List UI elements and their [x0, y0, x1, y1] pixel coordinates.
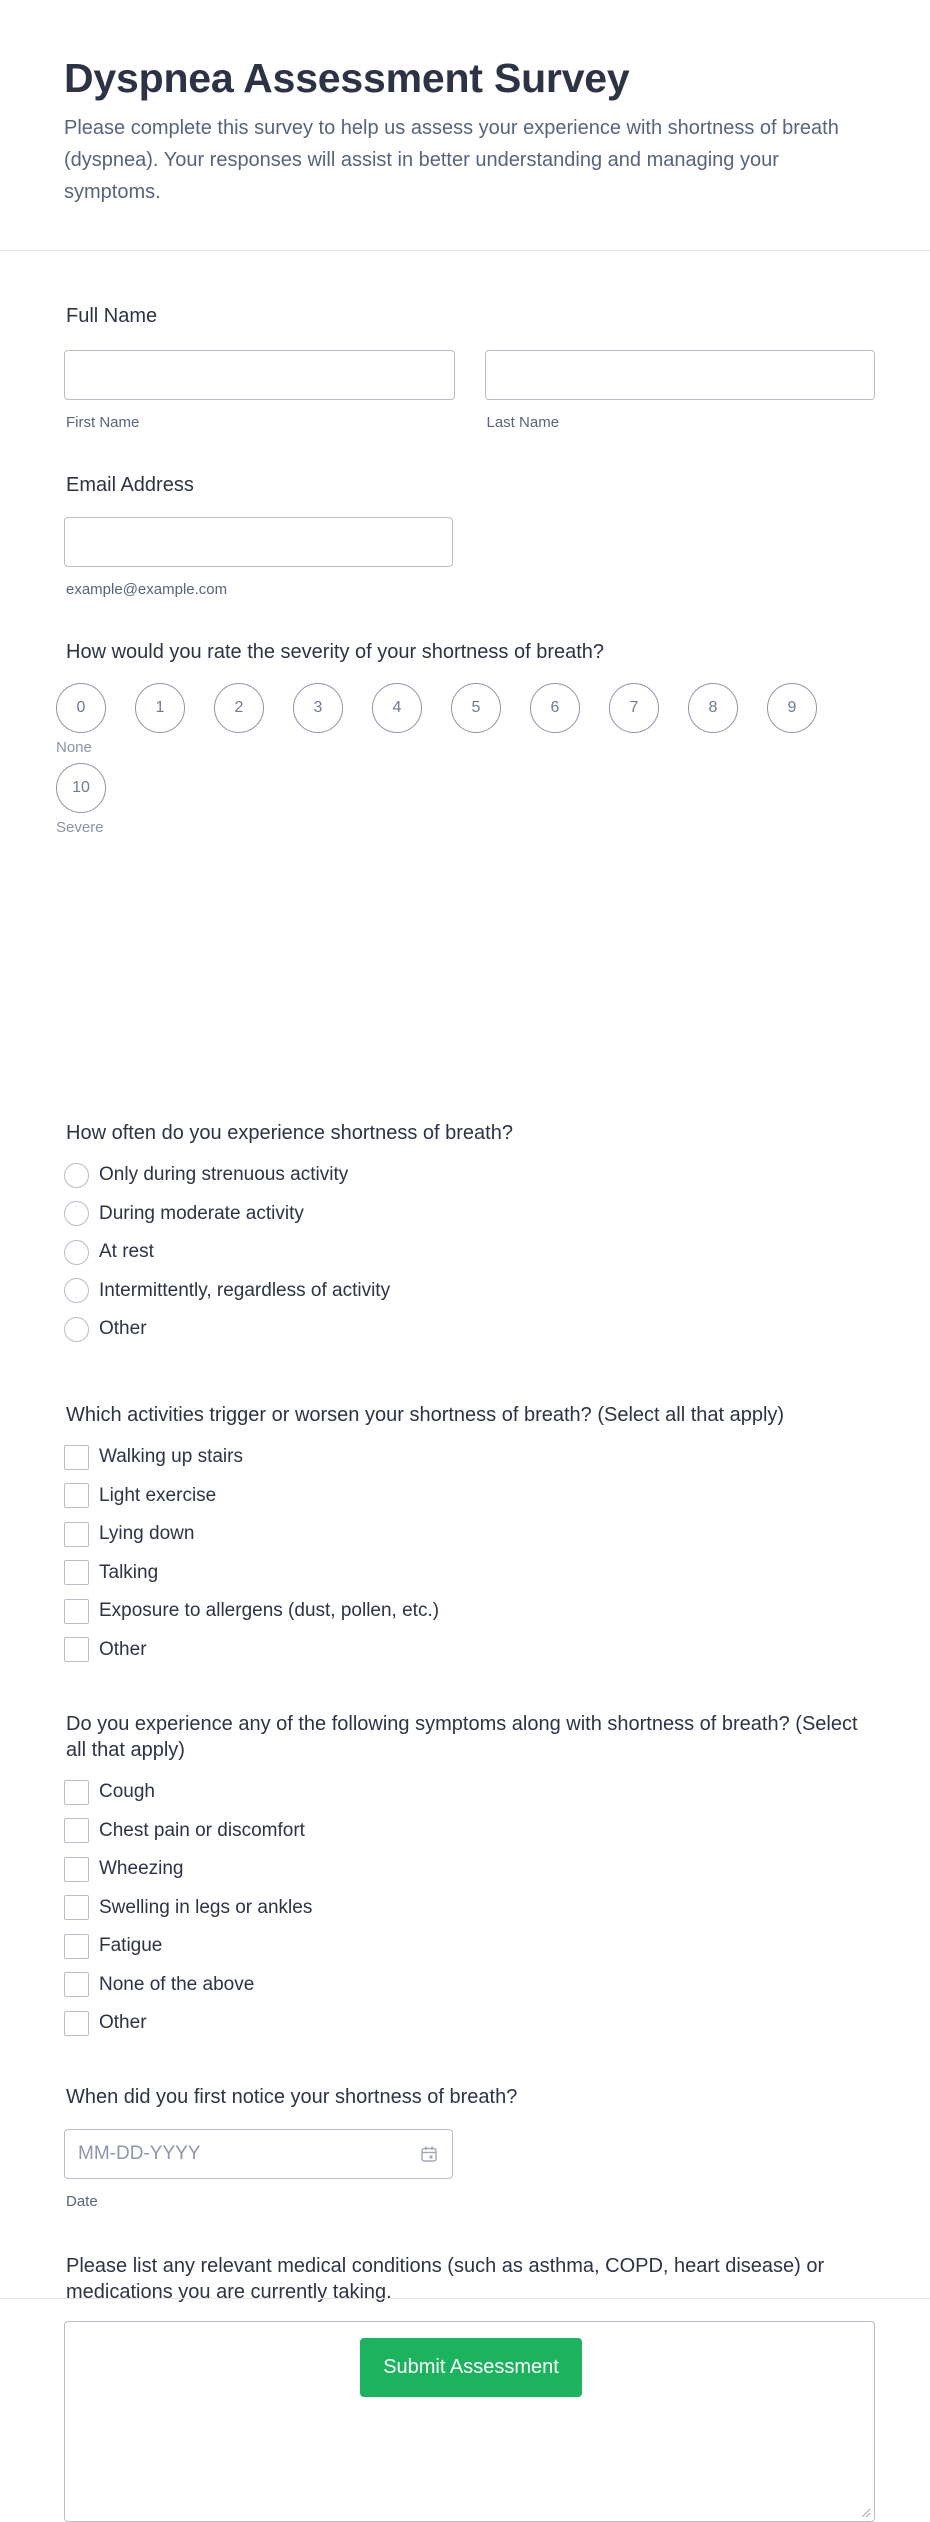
symptoms-option-label: Chest pain or discomfort	[99, 1819, 305, 1841]
severity-option[interactable]	[688, 683, 767, 759]
triggers-field	[64, 1402, 875, 1669]
severity-option-circle[interactable]: 7	[609, 683, 659, 733]
symptoms-option[interactable]	[64, 1889, 875, 1928]
triggers-label: Which activities trigger or worsen your shortness of breath? (Select all that apply)	[66, 1404, 785, 1426]
calendar-icon[interactable]	[420, 2145, 438, 2163]
checkbox[interactable]	[64, 1522, 89, 1547]
severity-field	[56, 639, 875, 839]
email-input[interactable]	[64, 517, 453, 567]
frequency-option[interactable]	[64, 1272, 875, 1311]
triggers-option[interactable]	[64, 1631, 875, 1670]
frequency-option-label: Only during strenuous activity	[99, 1164, 349, 1186]
frequency-option-label: Other	[99, 1318, 147, 1340]
first-name-input[interactable]	[64, 350, 455, 400]
radio-button[interactable]	[64, 1163, 89, 1188]
severity-option[interactable]	[135, 683, 214, 759]
page-title: Dyspnea Assessment Survey	[64, 55, 630, 101]
severity-option-circle[interactable]: 4	[372, 683, 422, 733]
symptoms-field	[64, 1711, 875, 2043]
severity-scale	[56, 683, 876, 839]
first-name-sublabel: First Name	[66, 414, 140, 431]
triggers-option-label: Walking up stairs	[99, 1446, 243, 1468]
severity-option-circle[interactable]: 8	[688, 683, 738, 733]
severity-option[interactable]	[56, 763, 135, 839]
checkbox[interactable]	[64, 1560, 89, 1585]
form-footer	[0, 2298, 930, 2446]
onset-date-input[interactable]	[64, 2129, 453, 2179]
symptoms-option[interactable]	[64, 2004, 875, 2043]
checkbox[interactable]	[64, 1934, 89, 1959]
severity-option[interactable]	[767, 683, 846, 759]
frequency-option[interactable]	[64, 1156, 875, 1195]
severity-option-circle[interactable]: 0	[56, 683, 106, 733]
checkbox[interactable]	[64, 1818, 89, 1843]
triggers-option[interactable]	[64, 1438, 875, 1477]
checkbox[interactable]	[64, 1483, 89, 1508]
severity-option-circle[interactable]: 2	[214, 683, 264, 733]
severity-min-caption: None	[56, 739, 92, 756]
triggers-option[interactable]	[64, 1592, 875, 1631]
symptoms-option[interactable]	[64, 1850, 875, 1889]
severity-option[interactable]	[214, 683, 293, 759]
severity-max-caption: Severe	[56, 819, 104, 836]
severity-option[interactable]	[293, 683, 372, 759]
triggers-option-label: Exposure to allergens (dust, pollen, etc.)	[99, 1600, 440, 1622]
symptoms-option[interactable]	[64, 1773, 875, 1812]
symptoms-option[interactable]	[64, 1927, 875, 1966]
symptoms-option-label: Wheezing	[99, 1858, 184, 1880]
severity-option[interactable]	[56, 683, 135, 759]
triggers-option-label: Talking	[99, 1561, 159, 1583]
severity-option-circle[interactable]: 5	[451, 683, 501, 733]
symptoms-option-label: Fatigue	[99, 1935, 163, 1957]
onset-label: When did you first notice your shortness of breath?	[66, 2086, 518, 2108]
severity-option[interactable]	[609, 683, 688, 759]
frequency-option-label: Intermittently, regardless of activity	[99, 1279, 391, 1301]
email-sublabel: example@example.com	[66, 581, 228, 598]
checkbox[interactable]	[64, 1972, 89, 1997]
symptoms-label: Do you experience any of the following symptoms along with shortness of breath? (Select all that apply)	[66, 1713, 858, 1761]
frequency-option-label: At rest	[99, 1241, 154, 1263]
severity-label: How would you rate the severity of your shortness of breath?	[66, 641, 605, 663]
triggers-option[interactable]	[64, 1477, 875, 1516]
form-header	[0, 0, 930, 251]
resize-handle-icon[interactable]	[861, 2508, 871, 2518]
email-field	[64, 472, 875, 598]
checkbox[interactable]	[64, 1895, 89, 1920]
severity-option-circle[interactable]: 9	[767, 683, 817, 733]
onset-field	[64, 2084, 875, 2210]
page-subtitle: Please complete this survey to help us assess your experience with shortness of breath (dyspnea). Your responses will assist in better understanding and managing your symptoms.	[64, 117, 839, 203]
severity-option-circle[interactable]: 1	[135, 683, 185, 733]
severity-option[interactable]	[451, 683, 530, 759]
radio-button[interactable]	[64, 1201, 89, 1226]
frequency-option[interactable]	[64, 1195, 875, 1234]
radio-button[interactable]	[64, 1278, 89, 1303]
severity-option-circle[interactable]: 6	[530, 683, 580, 733]
triggers-option[interactable]	[64, 1515, 875, 1554]
severity-option-circle[interactable]: 10	[56, 763, 106, 813]
last-name-input[interactable]	[485, 350, 876, 400]
symptoms-option-label: Cough	[99, 1781, 155, 1803]
frequency-option[interactable]	[64, 1233, 875, 1272]
conditions-label: Please list any relevant medical conditions (such as asthma, COPD, heart disease) or medications you are currently taking.	[66, 2255, 825, 2303]
frequency-option[interactable]	[64, 1310, 875, 1349]
onset-sublabel: Date	[66, 2193, 98, 2210]
severity-option[interactable]	[530, 683, 609, 759]
last-name-sublabel: Last Name	[486, 414, 560, 431]
frequency-option-label: During moderate activity	[99, 1202, 304, 1224]
checkbox[interactable]	[64, 1445, 89, 1470]
severity-option[interactable]	[372, 683, 451, 759]
symptoms-option-label: Other	[99, 2012, 147, 2034]
submit-button[interactable]: Submit Assessment	[360, 2338, 582, 2397]
full-name-field	[64, 303, 875, 431]
checkbox[interactable]	[64, 1637, 89, 1662]
checkbox[interactable]	[64, 1599, 89, 1624]
triggers-option-label: Other	[99, 1638, 147, 1660]
radio-button[interactable]	[64, 1240, 89, 1265]
frequency-options	[64, 1156, 875, 1349]
symptoms-options	[64, 1773, 875, 2043]
email-label: Email Address	[66, 474, 194, 496]
frequency-label: How often do you experience shortness of breath?	[66, 1122, 513, 1144]
triggers-option[interactable]	[64, 1554, 875, 1593]
onset-date-placeholder: MM-DD-YYYY	[78, 2143, 201, 2164]
triggers-option-label: Lying down	[99, 1523, 195, 1545]
symptoms-option[interactable]	[64, 1966, 875, 2005]
triggers-options	[64, 1438, 875, 1669]
triggers-option-label: Light exercise	[99, 1484, 217, 1506]
checkbox[interactable]	[64, 1780, 89, 1805]
full-name-label: Full Name	[66, 305, 158, 327]
symptoms-option-label: Swelling in legs or ankles	[99, 1896, 313, 1918]
symptoms-option-label: None of the above	[99, 1973, 255, 1995]
frequency-field	[64, 1120, 875, 1349]
radio-button[interactable]	[64, 1317, 89, 1342]
checkbox[interactable]	[64, 1857, 89, 1882]
symptoms-option[interactable]	[64, 1812, 875, 1851]
severity-option-circle[interactable]: 3	[293, 683, 343, 733]
checkbox[interactable]	[64, 2011, 89, 2036]
